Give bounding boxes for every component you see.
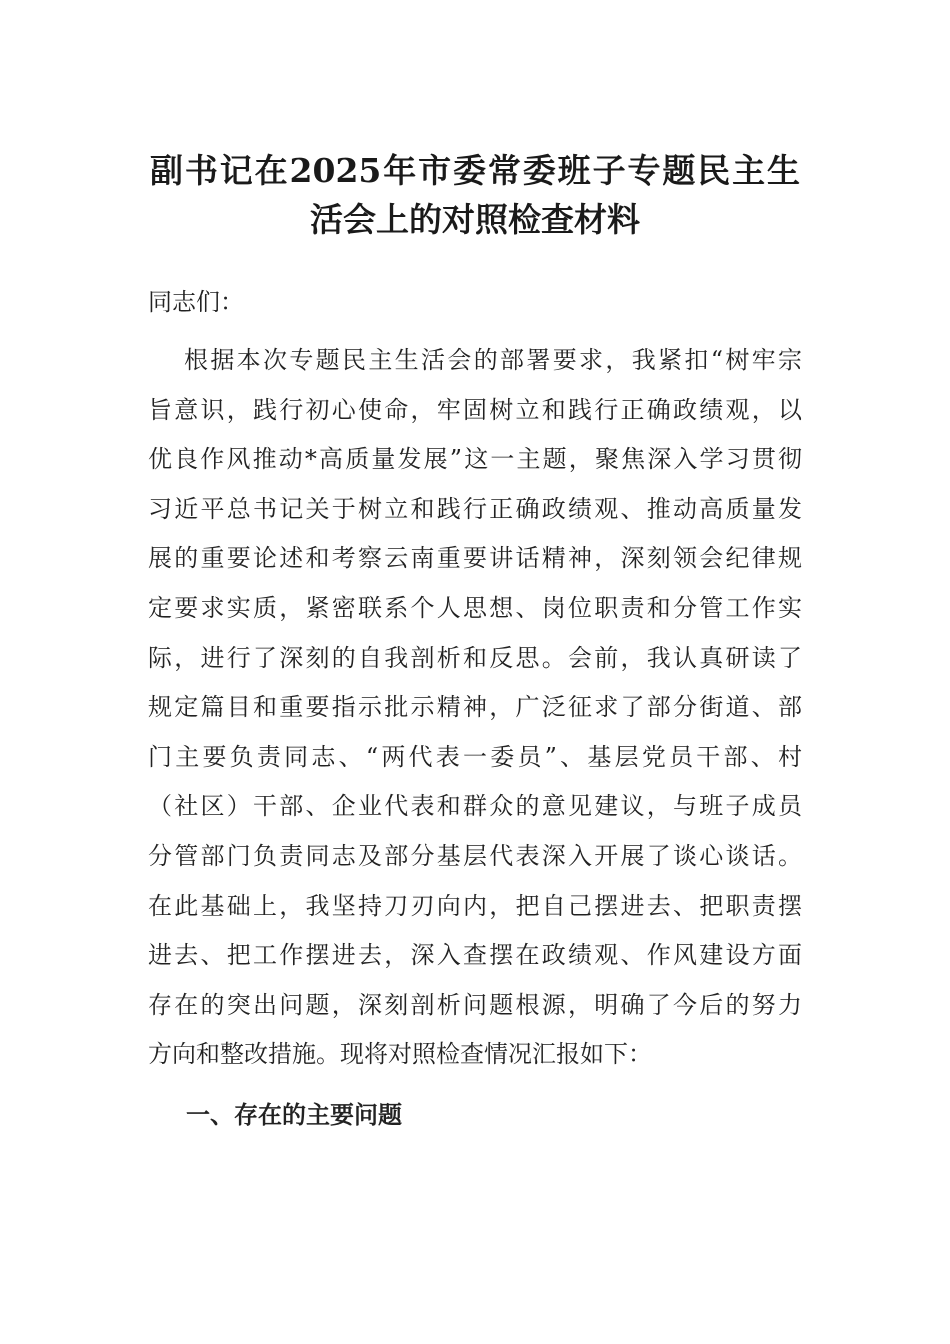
title-line-1: 副书记在2025年市委常委班子专题民主生 — [150, 151, 800, 190]
paragraph-line: 际，进行了深刻的自我剖析和反思。会前，我认真研读了 — [148, 643, 802, 672]
paragraph-line: 展的重要论述和考察云南重要讲话精神，深刻领会纪律规 — [148, 544, 802, 573]
document-title — [150, 146, 800, 244]
paragraph-line: 规定篇目和重要指示批示精神，广泛征求了部分街道、部 — [148, 693, 802, 722]
paragraph-line: 存在的突出问题，深刻剖析问题根源，明确了今后的努力 — [148, 990, 802, 1019]
paragraph-line: 旨意识，践行初心使命，牢固树立和践行正确政绩观，以 — [148, 395, 802, 424]
paragraph-line: 习近平总书记关于树立和践行正确政绩观、推动高质量发 — [148, 494, 802, 523]
paragraph-line: 分管部门负责同志及部分基层代表深入开展了谈心谈话。 — [148, 841, 802, 870]
title-line-2: 活会上的对照检查材料 — [310, 200, 640, 239]
intro-paragraph — [148, 342, 802, 1086]
paragraph-line: 进去、把工作摆进去，深入查摆在政绩观、作风建设方面 — [148, 941, 802, 970]
paragraph-line: 方向和整改措施。现将对照检查情况汇报如下： — [148, 1040, 652, 1069]
paragraph-line: 定要求实质，紧密联系个人思想、岗位职责和分管工作实 — [148, 593, 802, 622]
greeting: 同志们： — [148, 288, 244, 316]
section-heading: 一、存在的主要问题 — [186, 1100, 402, 1129]
paragraph-line: 根据本次专题民主生活会的部署要求，我紧扣“树牢宗 — [184, 346, 802, 374]
paragraph-line: 优良作风推动*高质量发展”这一主题，聚焦深入学习贯彻 — [148, 445, 802, 474]
paragraph-line: 门主要负责同志、“两代表一委员”、基层党员干部、村 — [148, 742, 802, 771]
paragraph-line: 在此基础上，我坚持刀刃向内，把自己摆进去、把职责摆 — [148, 891, 802, 920]
paragraph-line: （社区）干部、企业代表和群众的意见建议，与班子成员 — [148, 792, 802, 821]
